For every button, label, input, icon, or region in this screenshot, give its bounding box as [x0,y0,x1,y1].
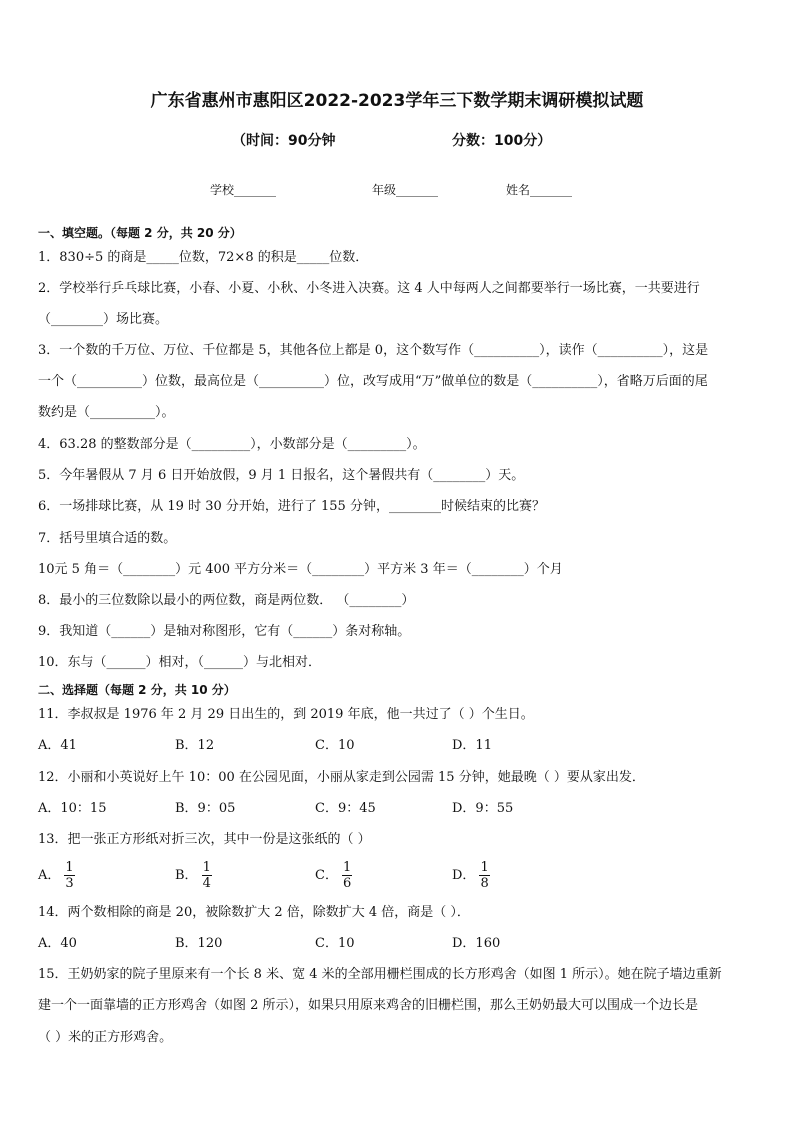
q13-option-c[interactable] [315,860,352,891]
question-1: 1．830÷5 的商是_____位数，72×8 的积是_____位数． [38,250,369,265]
question-11: 11．李叔叔是 1976 年 2 月 29 日出生的，到 2019 年底，他一共过了（ ）个生日。 [38,707,534,722]
q14-option-d[interactable]: D．160 [452,936,501,951]
q13-option-a[interactable] [38,860,75,891]
fraction: $\frac{1}{3}$ [65,860,74,891]
question-15-cont: 建一个一面靠墙的正方形鸡舍（如图 2 所示），如果只用原来鸡舍的旧栅栏围，那么王奶奶最大可以围成一个边长是 [38,998,699,1013]
q11-option-c[interactable]: C．10 [315,738,355,753]
question-2-cont: （________）场比赛。 [38,312,169,327]
question-3: 3．一个数的千万位、万位、千位都是 5，其他各位上都是 0，这个数写作（__________），读作（__________），这是 [38,343,709,358]
question-3-cont: 一个（__________）位数，最高位是（__________）位，改写成用“万”做单位的数是（__________），省略万后面的尾 [38,374,708,389]
question-3-cont2: 数约是（__________）。 [38,405,175,420]
question-7: 7．括号里填合适的数。 [38,531,177,546]
question-8: 8．最小的三位数除以最小的两位数，商是两位数． （________） [38,593,415,608]
grade-field: 年级_______ [372,183,439,197]
fraction: $\frac{1}{6}$ [342,860,352,891]
question-9: 9．我知道（______）是轴对称图形，它有（______）条对称轴。 [38,624,411,639]
page-title: 广东省惠州市惠阳区2022-2023学年三下数学期末调研模拟试题 [150,91,644,111]
q13-option-b[interactable] [175,860,212,891]
question-5: 5．今年暑假从 7 月 6 日开始放假，9 月 1 日报名，这个暑假共有（________）天。 [38,468,525,483]
question-12: 12．小丽和小英说好上午 10：00 在公园见面，小丽从家走到公园需 15 分钟，她最晚（ ）要从家出发． [38,770,645,785]
question-6: 6．一场排球比赛，从 19 时 30 分开始，进行了 155 分钟，________时候结束的比赛？ [38,499,545,514]
school-field: 学校_______ [210,183,277,197]
question-15: 15．王奶奶家的院子里原来有一个长 8 米、宽 4 米的全部用栅栏围成的长方形鸡舍（如图 1 所示）。她在院子墙边重新 [38,967,722,982]
fraction: $\frac{1}{8}$ [480,860,489,891]
question-15-cont2: （ ）米的正方形鸡舍。 [38,1030,173,1045]
exam-time: （时间：90分钟 [232,133,336,149]
q14-option-c[interactable]: C．10 [315,936,355,951]
section2-heading: 二、选择题（每题 2 分，共 10 分） [38,683,236,697]
question-13: 13．把一张正方形纸对折三次，其中一份是这张纸的（ ） [38,832,371,847]
question-10: 10．东与（______）相对，（______）与北相对． [38,655,322,670]
name-field: 姓名_______ [506,183,573,197]
q11-option-a[interactable]: A．41 [38,738,77,753]
fraction: $\frac{1}{4}$ [202,860,211,891]
q11-option-d[interactable]: D．11 [452,738,492,753]
q13-option-a-letter: A． [38,868,61,883]
section1-heading: 一、填空题。（每题 2 分，共 20 分） [38,226,242,240]
question-7-items: 10元 5 角＝（________）元 400 平方分米＝（________）平方米 3 年＝（________）个月 [38,562,563,577]
q12-option-c[interactable]: C．9：45 [315,801,376,816]
exam-score: 分数：100分） [452,133,552,149]
question-2: 2．学校举行乒乓球比赛，小春、小夏、小秋、小冬进入决赛。这 4 人中每两人之间都要举行一场比赛，一共要进行 [38,281,700,296]
q14-option-a[interactable]: A．40 [38,936,77,951]
q13-option-d[interactable] [452,860,490,891]
q14-option-b[interactable]: B．120 [175,936,223,951]
q13-option-b-letter: B． [175,868,198,883]
q11-option-b[interactable]: B．12 [175,738,215,753]
q13-option-d-letter: D． [452,868,476,883]
q12-option-a[interactable]: A．10：15 [38,801,107,816]
q13-option-c-letter: C． [315,868,338,883]
q12-option-b[interactable]: B．9：05 [175,801,236,816]
q12-option-d[interactable]: D．9：55 [452,801,514,816]
question-4: 4．63.28 的整数部分是（_________），小数部分是（_________）。 [38,437,426,452]
question-14: 14．两个数相除的商是 20，被除数扩大 2 倍，除数扩大 4 倍，商是（ ）． [38,905,470,920]
